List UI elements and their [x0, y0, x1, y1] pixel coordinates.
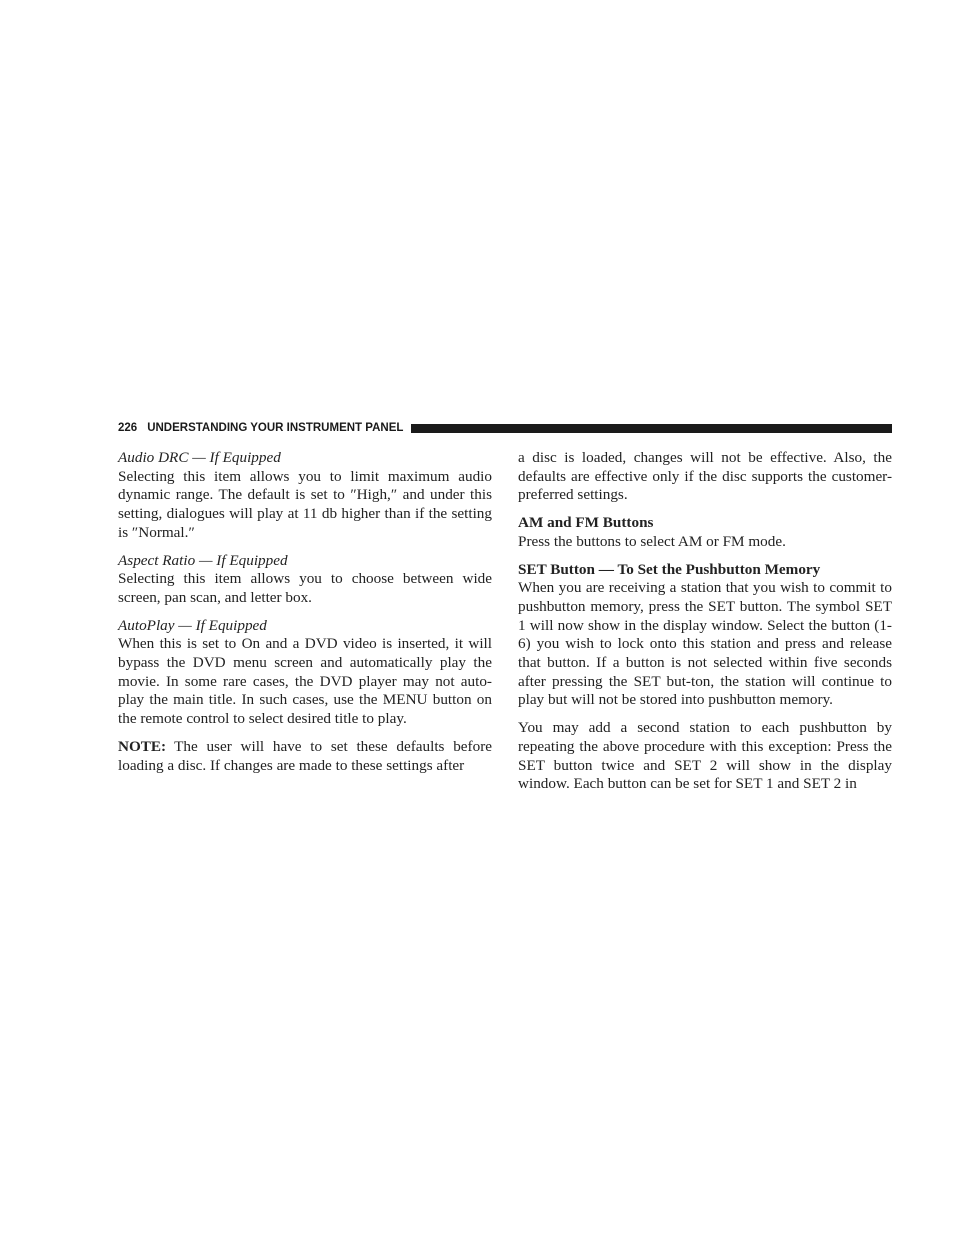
autoplay-body: When this is set to On and a DVD video is inserted, it will bypass the DVD menu screen and automatically play the movie. In some rare cases, the DVD player may not auto-play the main title. In such cases, use the MENU button on the remote control to select desired title to play.: [118, 635, 492, 728]
set-button-body: When you are receiving a station that you wish to commit to pushbutton memory, press the SET button. The symbol SET 1 will now show in the display window. Select the button (1-6) you wish to lock onto this station and press and release that button. If a button is not selected within five seconds after pressing the SET but-ton, the station will continue to play but will not be stored into pushbutton memory.: [518, 579, 892, 709]
header-rule: [411, 424, 892, 433]
note-label: NOTE:: [118, 737, 167, 755]
audio-drc-section: [118, 449, 492, 543]
am-fm-section: [518, 514, 892, 551]
autoplay-heading: AutoPlay — If Equipped: [118, 616, 267, 634]
note-continued-body: a disc is loaded, changes will not be effective. Also, the defaults are effective only if the disc supports the customer-preferred settings.: [518, 449, 892, 504]
aspect-ratio-heading: Aspect Ratio — If Equipped: [118, 551, 288, 569]
note-paragraph: [118, 738, 492, 775]
set-button-heading: SET Button — To Set the Pushbutton Memory: [518, 560, 821, 578]
audio-drc-body: Selecting this item allows you to limit maximum audio dynamic range. The default is set to ″High,″ and under this setting, dialogues will play at 11 db higher than if the setting is ″Normal.″: [118, 467, 492, 541]
right-column: [518, 449, 892, 803]
second-station-body: You may add a second station to each pushbutton by repeating the above procedure with this exception: Press the SET button twice and SET 2 will show in the display window. Each button can be set for SET 1 and SET 2 in: [518, 719, 892, 793]
page-number: 226: [118, 422, 138, 434]
audio-drc-heading: Audio DRC — If Equipped: [118, 449, 281, 466]
left-column: [118, 449, 492, 784]
aspect-ratio-section: [118, 552, 492, 608]
am-fm-body: Press the buttons to select AM or FM mode.: [518, 532, 786, 550]
page-header: [118, 420, 892, 436]
note-continued-section: [518, 449, 892, 505]
aspect-ratio-body: Selecting this item allows you to choose between wide screen, pan scan, and letter box.: [118, 570, 492, 606]
am-fm-heading: AM and FM Buttons: [518, 514, 654, 532]
second-station-section: [518, 719, 892, 794]
autoplay-section: [118, 617, 492, 729]
section-title: UNDERSTANDING YOUR INSTRUMENT PANEL: [147, 422, 404, 434]
set-button-section: [518, 561, 892, 711]
note-section: [118, 738, 492, 775]
note-body: The user will have to set these defaults before loading a disc. If changes are made to these settings after: [118, 737, 492, 774]
